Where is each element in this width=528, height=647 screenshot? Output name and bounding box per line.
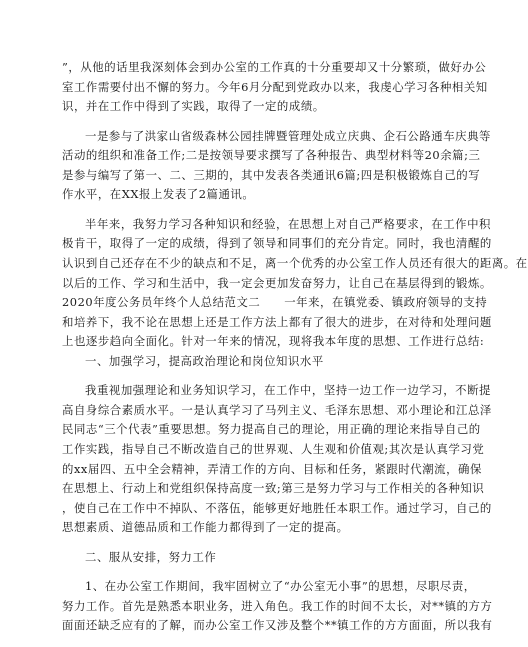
text-line: 高自身综合素质水平。一是认真学习了马列主义、毛泽东思想、邓小理论和江总泽 [62, 402, 492, 417]
paragraph-gap [62, 372, 444, 382]
text-line: 一、加强学习，提高政治理论和岗位知识水平 [85, 353, 324, 368]
text-line: 面面还缺乏应有的了解，而办公室工作又涉及整个**镇工作的方方面面，所以我有 [62, 618, 493, 633]
text-line: 是参与编写了第一、二、三期的，其中发表各类通讯6篇;四是积极锻炼自己的写 [62, 167, 481, 182]
text-line: 思想素质、道德品质和工作能力都得到了一定的提高。 [62, 520, 349, 535]
text-line: 1、在办公室工作期间，我牢固树立了“办公室无小事”的思想，尽职尽责， [85, 579, 476, 594]
text-line: 作水平，在XX报上发表了2篇通讯。 [62, 187, 255, 202]
text-line: ，使自己在工作中不掉队、不落伍，能够更好地胜任本职工作。通过学习，自己的 [62, 500, 492, 515]
text-line: 在思想上、行动上和党组织保持高度一致;第三是努力学习与工作相关的各种知识 [62, 481, 485, 496]
text-line: 认识到自己还存在不少的缺点和不足，离一个优秀的办公室工作人员还有很大的距离。在 [62, 255, 528, 270]
paragraph-gap [62, 205, 444, 215]
text-line: 活动的组织和准备工作;二是按领导要求撰写了各种报告、典型材料等20余篇;三 [62, 148, 481, 163]
text-line: 民同志“三个代表”重要思想。努力提高自己的理论，用正确的理论来指导自己的 [62, 422, 481, 437]
text-line: 室工作需要付出不懈的努力。今年6月分配到党政办以来，我虔心学习各种相关知 [62, 79, 488, 94]
text-line: 2020年度公务员年终个人总结范文二 一年来，在镇党委、镇政府领导的支持 [62, 295, 488, 310]
paragraph-gap [62, 117, 444, 127]
text-line: 二、服从安排，努力工作 [85, 549, 217, 564]
text-line: 努力工作。首先是熟悉本职业务，进入角色。我工作的时间不太长，对**镇的方方 [62, 598, 493, 613]
text-line: ”，从他的话里我深刻体会到办公室的工作真的十分重要却又十分繁琐，做好办公 [62, 60, 487, 74]
paragraph-gap [62, 567, 444, 577]
paragraph-gap [62, 538, 444, 548]
text-line: 的xx届四、五中全会精神，弄清工作的方向、目标和任务，紧跟时代潮流，确保 [62, 461, 482, 476]
text-line: 我重视加强理论和业务知识学习，在工作中，坚持一边工作一边学习，不断提 [85, 383, 491, 398]
text-line: 以后的工作、学习和生活中，我一定会更加发奋努力，让自己在基层得到的锻炼。 [62, 275, 492, 290]
text-line: 和培养下，我不论在思想上还是工作方法上都有了很大的进步，在对待和处理问题 [62, 314, 492, 329]
text-line: 一是参与了洪家山省级森林公园挂牌暨管理处成立庆典、企石公路通车庆典等 [85, 128, 491, 143]
text-line: 半年来，我努力学习各种知识和经验，在思想上对自己严格要求，在工作中积 [85, 216, 491, 231]
text-line: 识，并在工作中得到了实践，取得了一定的成绩。 [62, 99, 325, 114]
text-line: 极肯干，取得了一定的成绩，得到了领导和同事们的充分肯定。同时，我也清醒的 [62, 236, 492, 251]
text-line: 工作实践，指导自己不断改造自己的世界观、人生观和价值观;其次是认真学习党 [62, 442, 485, 457]
text-line: 上也逐步趋向全面化。针对一年来的情况，现将我本年度的思想、工作进行总结: [62, 334, 485, 349]
body-text [62, 58, 528, 636]
